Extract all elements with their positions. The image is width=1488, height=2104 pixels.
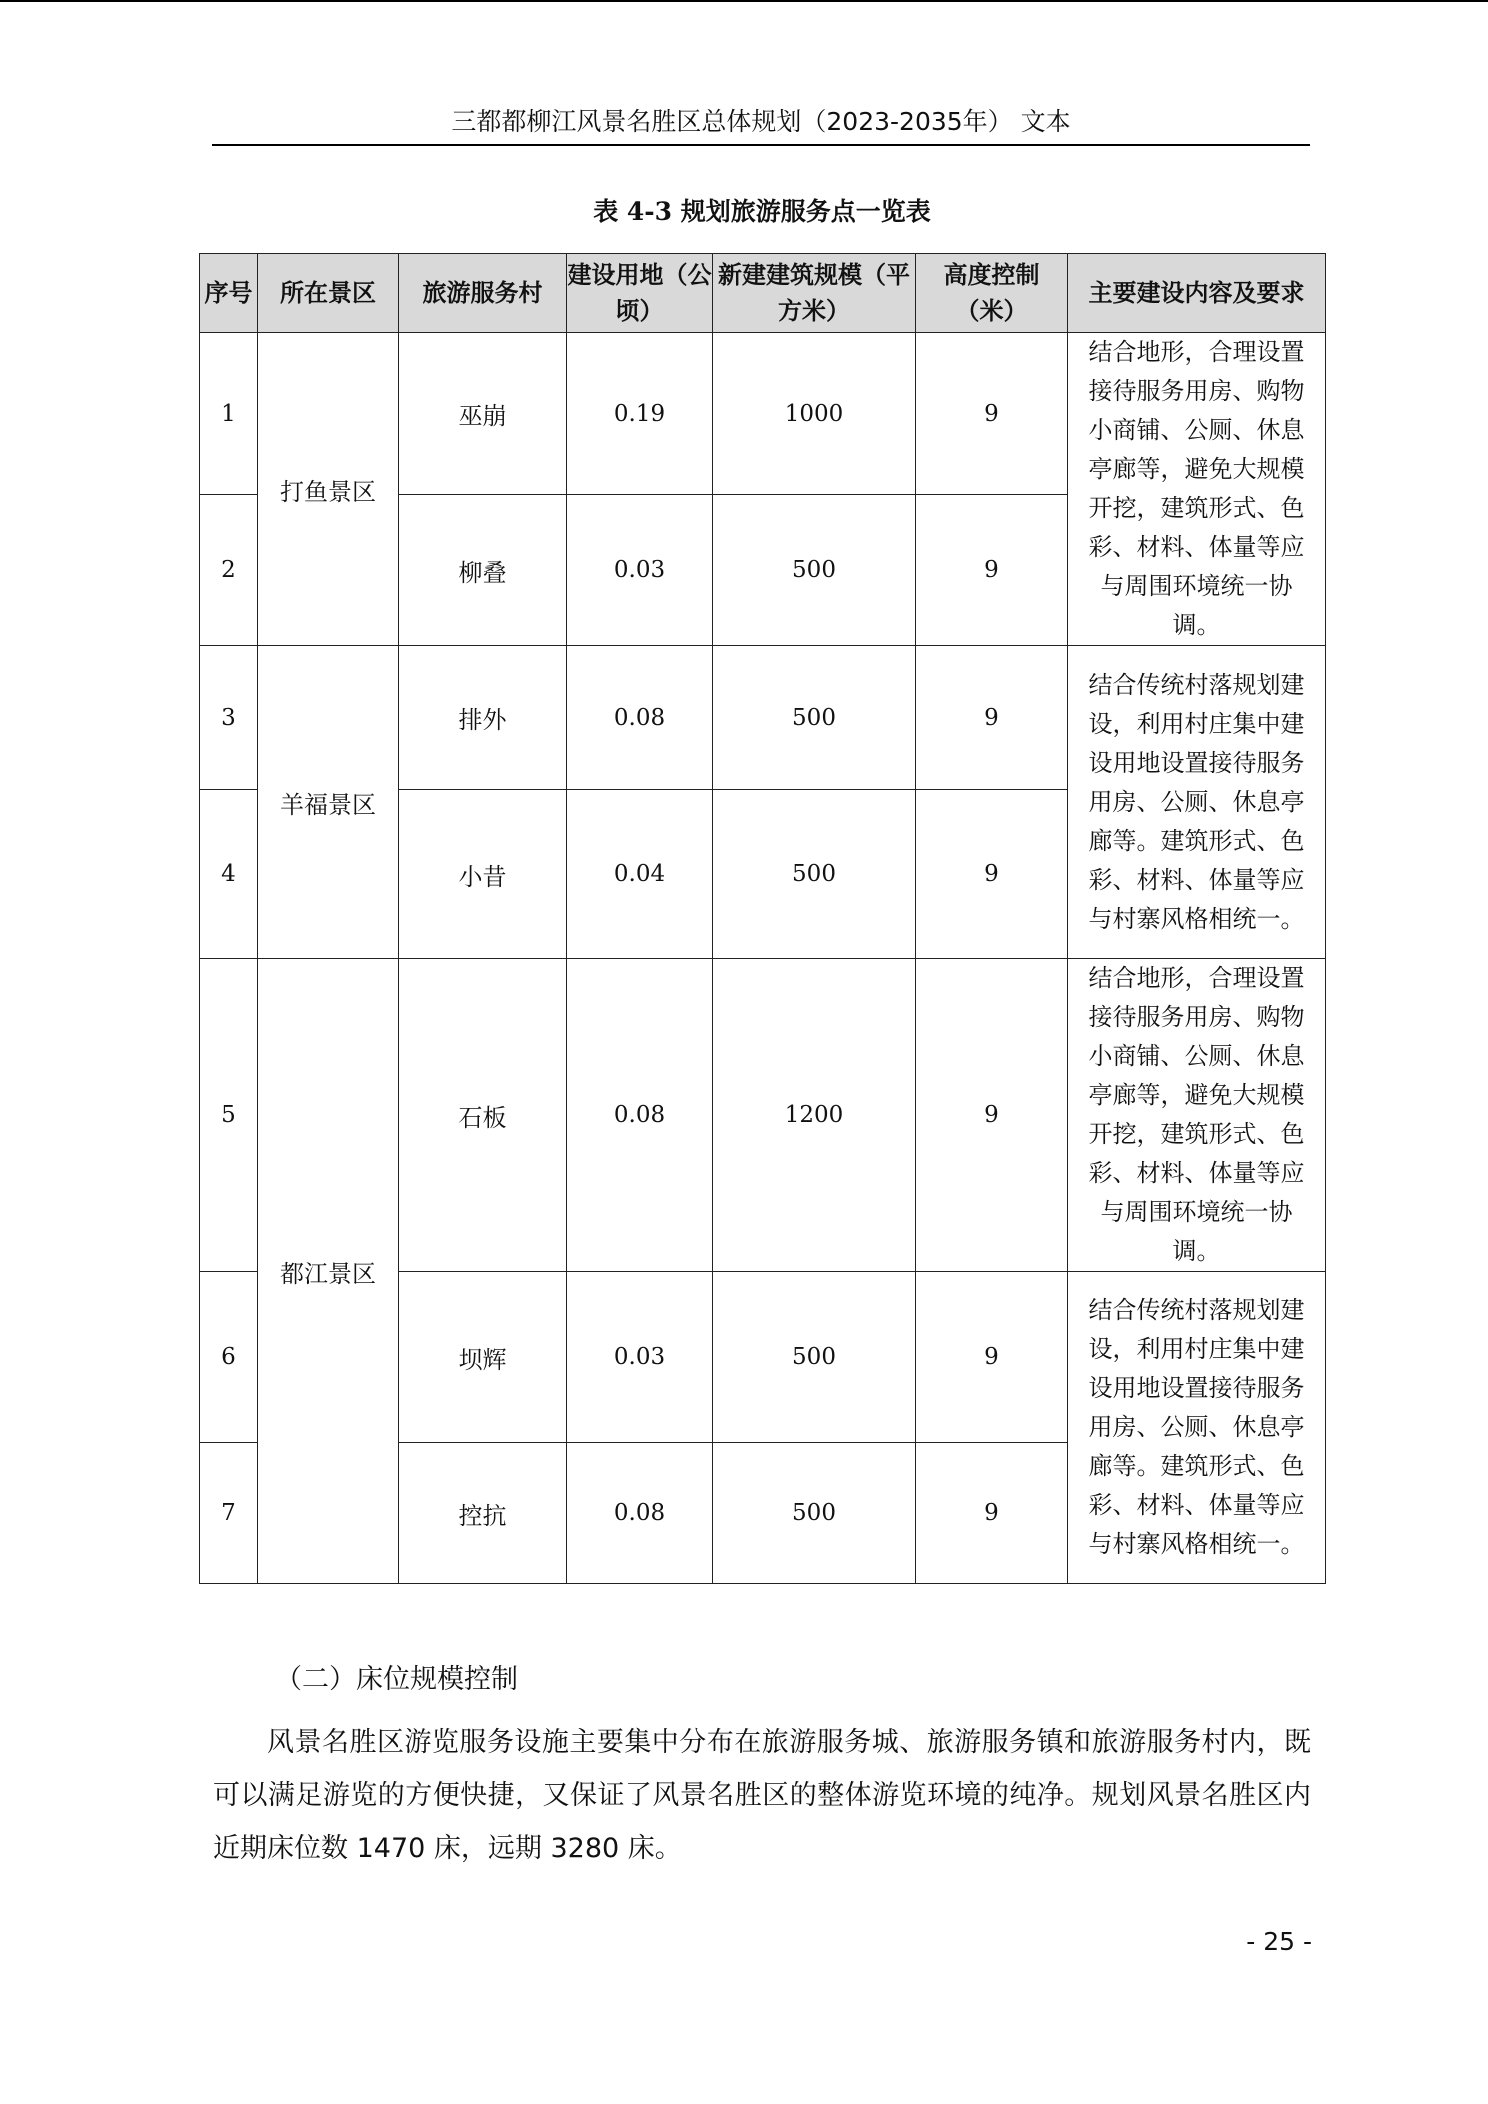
cell-height: 9 (916, 1443, 1068, 1584)
page-top-border (0, 0, 1488, 2)
cell-requirements: 结合地形，合理设置接待服务用房、购物小商铺、公厕、休息亭廊等，避免大规模开挖，建筑形式、色彩、材料、体量等应与周围环境统一协调。 (1068, 959, 1326, 1272)
header-land: 建设用地（公顷） (567, 254, 713, 333)
table-row (200, 333, 1326, 495)
cell-height: 9 (916, 333, 1068, 495)
cell-floor: 1000 (713, 333, 916, 495)
cell-requirements: 结合地形，合理设置接待服务用房、购物小商铺、公厕、休息亭廊等，避免大规模开挖，建筑形式、色彩、材料、体量等应与周围环境统一协调。 (1068, 333, 1326, 646)
header-seq: 序号 (200, 254, 258, 333)
header-village: 旅游服务村 (399, 254, 567, 333)
cell-floor: 500 (713, 790, 916, 959)
cell-height: 9 (916, 790, 1068, 959)
cell-village: 小昔 (399, 790, 567, 959)
page-number: - 25 - (1246, 1927, 1312, 1956)
cell-seq: 6 (200, 1272, 258, 1443)
cell-floor: 500 (713, 1443, 916, 1584)
cell-floor: 1200 (713, 959, 916, 1272)
section-heading: （二）床位规模控制 (275, 1664, 518, 1695)
table-row (200, 959, 1326, 1272)
cell-area: 打鱼景区 (258, 333, 399, 646)
page-header: 三都都柳江风景名胜区总体规划（2023-2035年） 文本 (212, 100, 1310, 146)
tourism-service-points-table (199, 253, 1326, 1584)
cell-land: 0.08 (567, 1443, 713, 1584)
cell-floor: 500 (713, 495, 916, 646)
cell-height: 9 (916, 959, 1068, 1272)
table-header-row (200, 254, 1326, 333)
body-paragraph: 风景名胜区游览服务设施主要集中分布在旅游服务城、旅游服务镇和旅游服务村内，既可以满足游览的方便快捷，又保证了风景名胜区的整体游览环境的纯净。规划风景名胜区内近期床位数 1470 床，远期 3280 床。 (213, 1727, 1311, 1864)
cell-village: 控抗 (399, 1443, 567, 1584)
cell-requirements: 结合传统村落规划建设，利用村庄集中建设用地设置接待服务用房、公厕、休息亭廊等。建筑形式、色彩、材料、体量等应与村寨风格相统一。 (1068, 1272, 1326, 1584)
cell-land: 0.19 (567, 333, 713, 495)
cell-land: 0.03 (567, 1272, 713, 1443)
cell-village: 柳叠 (399, 495, 567, 646)
cell-seq: 4 (200, 790, 258, 959)
table-caption: 表 4-3 规划旅游服务点一览表 (593, 197, 931, 226)
cell-seq: 2 (200, 495, 258, 646)
cell-land: 0.04 (567, 790, 713, 959)
cell-height: 9 (916, 646, 1068, 790)
cell-village: 石板 (399, 959, 567, 1272)
cell-village: 排外 (399, 646, 567, 790)
header-height: 高度控制（米） (916, 254, 1068, 333)
header-area: 所在景区 (258, 254, 399, 333)
cell-floor: 500 (713, 1272, 916, 1443)
cell-village: 坝辉 (399, 1272, 567, 1443)
cell-village: 巫崩 (399, 333, 567, 495)
cell-floor: 500 (713, 646, 916, 790)
cell-area: 羊福景区 (258, 646, 399, 959)
cell-height: 9 (916, 1272, 1068, 1443)
cell-seq: 7 (200, 1443, 258, 1584)
header-floor: 新建建筑规模（平方米） (713, 254, 916, 333)
cell-seq: 5 (200, 959, 258, 1272)
cell-land: 0.08 (567, 959, 713, 1272)
cell-area: 都江景区 (258, 959, 399, 1584)
header-requirements: 主要建设内容及要求 (1068, 254, 1326, 333)
cell-seq: 3 (200, 646, 258, 790)
table-row (200, 646, 1326, 790)
cell-height: 9 (916, 495, 1068, 646)
cell-land: 0.08 (567, 646, 713, 790)
cell-land: 0.03 (567, 495, 713, 646)
cell-seq: 1 (200, 333, 258, 495)
cell-requirements: 结合传统村落规划建设，利用村庄集中建设用地设置接待服务用房、公厕、休息亭廊等。建筑形式、色彩、材料、体量等应与村寨风格相统一。 (1068, 646, 1326, 959)
